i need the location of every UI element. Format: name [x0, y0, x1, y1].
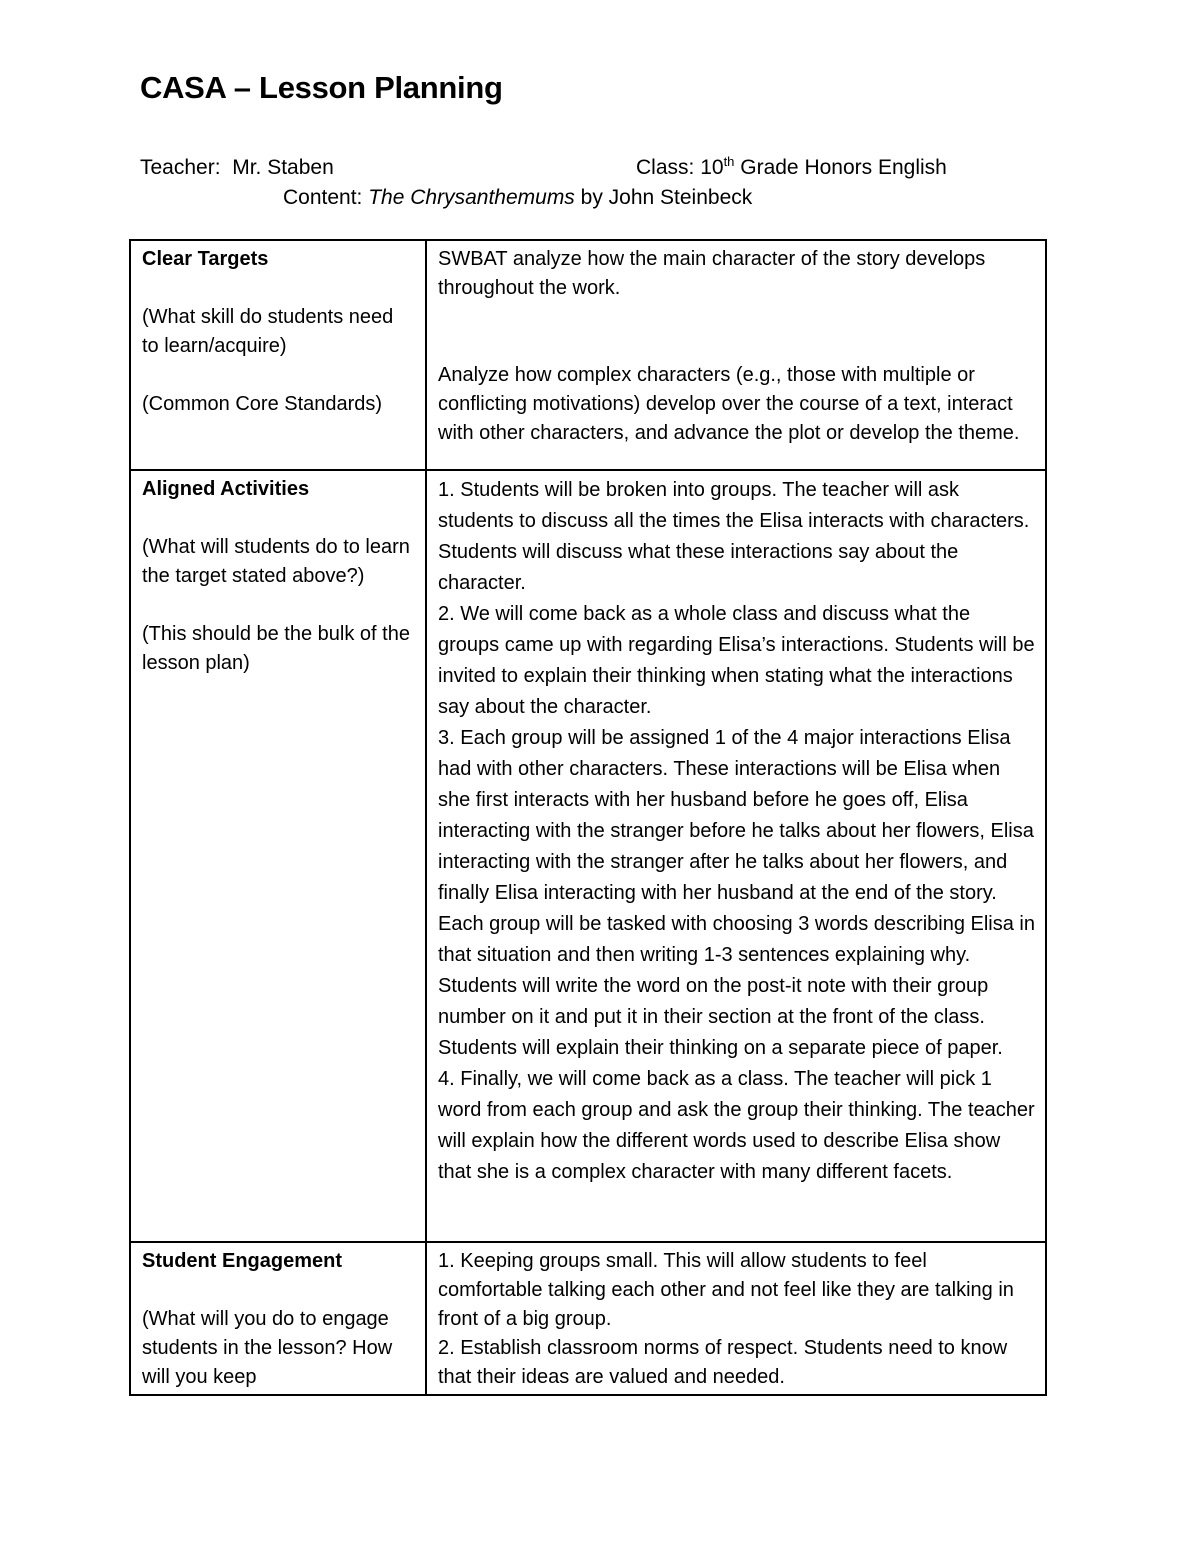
- table-row: [130, 1242, 1046, 1395]
- row-note: (What skill do students need to learn/acquire): [142, 306, 394, 357]
- class-label: Class:: [636, 156, 695, 179]
- class-grade-suffix: th: [723, 154, 735, 169]
- activity-item: 4. Finally, we will come back as a class. The teacher will pick 1 word from each group and ask the group their thinking. The teacher will explain how the different words used to describe Elisa show that she is a complex character with many different facets.: [438, 1068, 1035, 1183]
- row-label-cell: [130, 1242, 426, 1395]
- table-row: [130, 470, 1046, 1242]
- teacher-label: Teacher:: [140, 156, 221, 179]
- engagement-item: 2. Establish classroom norms of respect. Students need to know that their ideas are valued and needed.: [438, 1337, 1008, 1388]
- row-label-cell: [130, 240, 426, 470]
- lesson-plan-table: [129, 239, 1047, 1396]
- row-label: Clear Targets: [142, 248, 269, 270]
- teacher-line: [140, 156, 334, 180]
- content-author: by John Steinbeck: [574, 186, 753, 209]
- activity-item: 2. We will come back as a whole class and discuss what the groups came up with regarding Elisa’s interactions. Students will be invited to explain their thinking when stating what the interactions say about the character.: [438, 603, 1035, 718]
- row-note: (Common Core Standards): [142, 393, 383, 415]
- standard-text: Analyze how complex characters (e.g., those with multiple or conflicting motivations) develop over the course of a text, interact with other characters, and advance the plot or develop the theme.: [438, 364, 1020, 444]
- row-label: Student Engagement: [142, 1250, 343, 1272]
- page-title: CASA – Lesson Planning: [140, 70, 503, 105]
- activity-item: 3. Each group will be assigned 1 of the 4 major interactions Elisa had with other characters. These interactions will be Elisa when she first interacts with her husband before he goes off, Elisa interacting with the stranger before he talks about her flowers, Elisa interacting with the stranger after he talks about her flowers, and finally Elisa interacting with her husband at the end of the story. Each group will be tasked with choosing 3 words describing Elisa in that situation and then writing 1-3 sentences explaining why. Students will write the word on the post-it note with their group number on it and put it in their section at the front of the class. Students will explain their thinking on a separate piece of paper.: [438, 727, 1035, 1059]
- class-grade-number: 10: [700, 156, 724, 179]
- row-note: (This should be the bulk of the lesson plan): [142, 623, 410, 674]
- teacher-name: Mr. Staben: [232, 156, 334, 179]
- row-content-cell: [426, 470, 1046, 1242]
- table-row: [130, 240, 1046, 470]
- engagement-item: 1. Keeping groups small. This will allow students to feel comfortable talking each other and not feel like they are talking in front of a big group.: [438, 1250, 1014, 1330]
- row-label-cell: [130, 470, 426, 1242]
- content-work-title: The Chrysanthemums: [368, 186, 575, 209]
- class-line: [636, 156, 947, 180]
- row-note: (What will students do to learn the target stated above?): [142, 536, 410, 587]
- class-name: Grade Honors English: [734, 156, 947, 179]
- objective-text: SWBAT analyze how the main character of the story develops throughout the work.: [438, 248, 986, 299]
- row-note: (What will you do to engage students in the lesson? How will you keep: [142, 1308, 393, 1388]
- content-line: [283, 186, 752, 210]
- row-content-cell: [426, 1242, 1046, 1395]
- row-label: Aligned Activities: [142, 478, 310, 500]
- row-content-cell: [426, 240, 1046, 470]
- activity-item: 1. Students will be broken into groups. The teacher will ask students to discuss all the times the Elisa interacts with characters. Students will discuss what these interactions say about the character.: [438, 479, 1030, 594]
- content-label: Content:: [283, 186, 363, 209]
